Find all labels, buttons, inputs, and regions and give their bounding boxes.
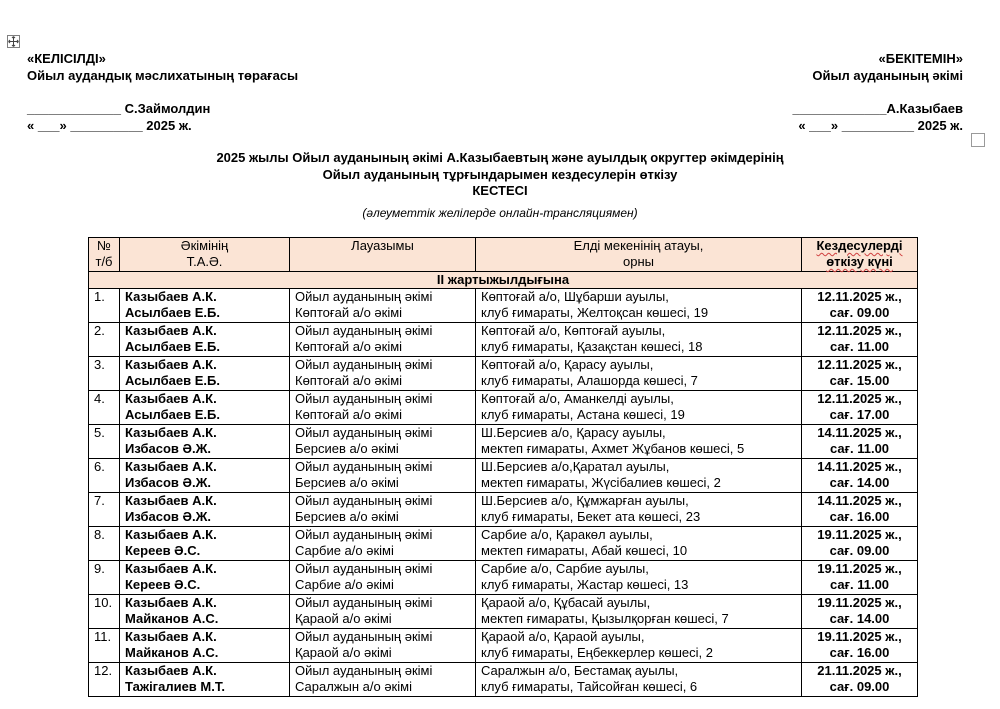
- row-akim-names-name2: Асылбаев Е.Б.: [125, 407, 220, 422]
- row-meeting-date: [802, 357, 918, 391]
- row-meeting-date-date2: сағ. 17.00: [829, 407, 890, 422]
- row-positions-pos1: Ойыл ауданының әкімі: [295, 629, 433, 644]
- table-row: [89, 289, 918, 323]
- row-positions: [290, 663, 476, 697]
- row-akim-names-name1: Казыбаев А.К.: [125, 357, 217, 372]
- row-number: [89, 629, 120, 663]
- table-row: [89, 425, 918, 459]
- row-akim-names-name2: Асылбаев Е.Б.: [125, 305, 220, 320]
- row-positions: [290, 561, 476, 595]
- row-positions: [290, 459, 476, 493]
- row-akim-names-name2: Избасов Ә.Ж.: [125, 475, 211, 490]
- row-akim-names: [120, 527, 290, 561]
- row-akim-names-name2: Избасов Ә.Ж.: [125, 509, 211, 524]
- row-positions-pos2: Берсиев а/о әкімі: [295, 509, 399, 524]
- table-row: [89, 357, 918, 391]
- left-approval-date: « ___» __________ 2025 ж.: [27, 118, 192, 133]
- row-location-place2: клуб ғимараты, Бекет ата көшесі, 23: [481, 509, 701, 524]
- row-akim-names-name1: Казыбаев А.К.: [125, 391, 217, 406]
- header-number: [89, 238, 120, 272]
- row-location-place2: клуб ғимараты, Астана көшесі, 19: [481, 407, 685, 422]
- right-approval-heading: «БЕКІТЕМІН»: [878, 51, 963, 66]
- row-positions-pos1: Ойыл ауданының әкімі: [295, 323, 433, 338]
- row-number-num: 12.: [94, 663, 113, 678]
- row-location: [476, 561, 802, 595]
- row-meeting-date-date1: 14.11.2025 ж.,: [817, 459, 902, 474]
- row-akim-names-name2: Тажігалиев М.Т.: [125, 679, 225, 694]
- row-meeting-date: [802, 459, 918, 493]
- row-akim-names-name2: Майканов А.С.: [125, 645, 219, 660]
- row-positions: [290, 629, 476, 663]
- row-positions-pos2: Саралжын а/о әкімі: [295, 679, 412, 694]
- row-number: [89, 561, 120, 595]
- row-meeting-date-date1: 12.11.2025 ж.,: [817, 357, 902, 372]
- row-location-place1: Сарбие а/о, Қаракөл ауылы,: [481, 527, 653, 542]
- table-row: [89, 391, 918, 425]
- row-akim-names-name2: Майканов А.С.: [125, 611, 219, 626]
- header-date-line2: өткізу күні: [826, 254, 893, 269]
- row-positions-pos2: Көптоғай а/о әкімі: [295, 407, 403, 422]
- row-number-num: 10.: [94, 595, 113, 610]
- row-positions: [290, 595, 476, 629]
- row-meeting-date-date2: сағ. 15.00: [829, 373, 890, 388]
- row-number-num: 4.: [94, 391, 105, 406]
- row-akim-names: [120, 663, 290, 697]
- row-number: [89, 289, 120, 323]
- row-location-place2: клуб ғимараты, Тайсойған көшесі, 6: [481, 679, 698, 694]
- row-akim-names-name1: Казыбаев А.К.: [125, 663, 217, 678]
- table-resize-handle[interactable]: [971, 133, 985, 147]
- row-positions: [290, 391, 476, 425]
- table-row: [89, 493, 918, 527]
- row-akim-names-name1: Казыбаев А.К.: [125, 493, 217, 508]
- row-location: [476, 323, 802, 357]
- row-number: [89, 595, 120, 629]
- header-date-line1: Кездесулерді: [816, 238, 903, 253]
- document-title-line3: КЕСТЕСІ: [472, 183, 528, 198]
- row-positions-pos2: Берсиев а/о әкімі: [295, 441, 399, 456]
- row-positions-pos1: Ойыл ауданының әкімі: [295, 527, 433, 542]
- row-meeting-date-date1: 21.11.2025 ж.,: [817, 663, 902, 678]
- row-meeting-date-date2: сағ. 09.00: [829, 305, 890, 320]
- right-approval-date: « ___» __________ 2025 ж.: [798, 118, 963, 133]
- row-akim-names-name2: Асылбаев Е.Б.: [125, 339, 220, 354]
- section-label: II жартыжылдығына: [89, 272, 918, 289]
- row-number: [89, 459, 120, 493]
- row-positions-pos1: Ойыл ауданының әкімі: [295, 425, 433, 440]
- row-positions-pos1: Ойыл ауданының әкімі: [295, 289, 433, 304]
- row-positions-pos2: Берсиев а/о әкімі: [295, 475, 399, 490]
- row-location: [476, 425, 802, 459]
- row-akim-names-name1: Казыбаев А.К.: [125, 527, 217, 542]
- left-approval-position: Ойыл аудандық мәслихатының төрағасы: [27, 68, 299, 83]
- row-location: [476, 629, 802, 663]
- row-positions-pos2: Сарбие а/о әкімі: [295, 577, 394, 592]
- header-place-line2: орны: [623, 254, 654, 269]
- row-number-num: 6.: [94, 459, 105, 474]
- row-positions-pos2: Көптоғай а/о әкімі: [295, 305, 403, 320]
- row-meeting-date-date1: 14.11.2025 ж.,: [817, 425, 902, 440]
- row-number: [89, 493, 120, 527]
- row-location-place2: мектеп ғимараты, Ахмет Жұбанов көшесі, 5: [481, 441, 745, 456]
- row-meeting-date-date2: сағ. 09.00: [829, 543, 890, 558]
- row-meeting-date-date1: 19.11.2025 ж.,: [817, 595, 902, 610]
- row-meeting-date: [802, 629, 918, 663]
- row-positions-pos2: Көптоғай а/о әкімі: [295, 339, 403, 354]
- row-positions-pos1: Ойыл ауданының әкімі: [295, 391, 433, 406]
- document-subtitle: (әлеуметтік желілерде онлайн-трансляциямен): [362, 206, 638, 220]
- row-location-place1: Ш.Берсиев а/о,Қаратал ауылы,: [481, 459, 670, 474]
- row-number-num: 1.: [94, 289, 105, 304]
- right-approval-signature: _____________А.Казыбаев: [792, 101, 963, 116]
- row-positions-pos1: Ойыл ауданының әкімі: [295, 357, 433, 372]
- row-location: [476, 663, 802, 697]
- header-name-line1: Әкімінің: [180, 238, 229, 253]
- row-akim-names-name1: Казыбаев А.К.: [125, 289, 217, 304]
- row-akim-names: [120, 391, 290, 425]
- row-location: [476, 357, 802, 391]
- meetings-schedule-table: [88, 237, 918, 697]
- row-location-place2: клуб ғимараты, Жастар көшесі, 13: [481, 577, 689, 592]
- table-row: [89, 527, 918, 561]
- row-positions: [290, 323, 476, 357]
- table-move-handle[interactable]: [7, 35, 20, 48]
- row-akim-names-name1: Казыбаев А.К.: [125, 561, 217, 576]
- row-meeting-date: [802, 561, 918, 595]
- row-meeting-date-date1: 14.11.2025 ж.,: [817, 493, 902, 508]
- row-location-place1: Көптоғай а/о, Аманкелді ауылы,: [481, 391, 674, 406]
- row-number: [89, 357, 120, 391]
- header-number-line2: т/б: [95, 254, 113, 269]
- row-positions: [290, 527, 476, 561]
- row-akim-names: [120, 561, 290, 595]
- row-meeting-date-date2: сағ. 14.00: [829, 475, 890, 490]
- row-number-num: 11.: [94, 629, 112, 644]
- row-meeting-date: [802, 595, 918, 629]
- row-number: [89, 391, 120, 425]
- table-row: [89, 663, 918, 697]
- row-location-place1: Көптоғай а/о, Шұбарши ауылы,: [481, 289, 669, 304]
- header-name: [120, 238, 290, 272]
- row-meeting-date-date2: сағ. 14.00: [829, 611, 890, 626]
- row-akim-names-name1: Казыбаев А.К.: [125, 425, 217, 440]
- row-akim-names-name2: Асылбаев Е.Б.: [125, 373, 220, 388]
- row-location-place1: Көптоғай а/о, Қарасу ауылы,: [481, 357, 654, 372]
- row-akim-names-name2: Кереев Ә.С.: [125, 543, 201, 558]
- row-akim-names: [120, 629, 290, 663]
- row-meeting-date-date2: сағ. 09.00: [829, 679, 890, 694]
- row-location: [476, 289, 802, 323]
- row-location-place2: клуб ғимараты, Алашорда көшесі, 7: [481, 373, 698, 388]
- row-number-num: 9.: [94, 561, 105, 576]
- row-positions-pos2: Сарбие а/о әкімі: [295, 543, 394, 558]
- left-approval-heading: «КЕЛІСІЛДІ»: [27, 51, 106, 66]
- row-meeting-date: [802, 425, 918, 459]
- table-row: [89, 595, 918, 629]
- row-location: [476, 459, 802, 493]
- row-positions: [290, 493, 476, 527]
- row-meeting-date-date2: сағ. 11.00: [829, 339, 890, 354]
- row-location-place1: Ш.Берсиев а/о, Құмжарған ауылы,: [481, 493, 689, 508]
- row-location-place1: Ш.Берсиев а/о, Қарасу ауылы,: [481, 425, 666, 440]
- row-location-place2: клуб ғимараты, Қазақстан көшесі, 18: [481, 339, 703, 354]
- header-position: [290, 238, 476, 272]
- row-location: [476, 527, 802, 561]
- row-akim-names: [120, 323, 290, 357]
- row-meeting-date: [802, 289, 918, 323]
- row-location-place2: клуб ғимараты, Еңбеккерлер көшесі, 2: [481, 645, 713, 660]
- row-number-num: 7.: [94, 493, 105, 508]
- row-meeting-date: [802, 663, 918, 697]
- row-location-place1: Көптоғай а/о, Көптоғай ауылы,: [481, 323, 666, 338]
- row-akim-names-name2: Избасов Ә.Ж.: [125, 441, 211, 456]
- row-meeting-date: [802, 391, 918, 425]
- table-row: [89, 459, 918, 493]
- row-meeting-date-date1: 12.11.2025 ж.,: [817, 323, 902, 338]
- document-title-line2: Ойыл ауданының тұрғындарымен кездесулерін өткізу: [322, 167, 678, 182]
- move-arrows-icon: [8, 36, 19, 47]
- table-row: [89, 323, 918, 357]
- header-place: [476, 238, 802, 272]
- row-meeting-date-date1: 19.11.2025 ж.,: [817, 527, 902, 542]
- table-header-row: [89, 238, 918, 272]
- row-positions-pos2: Көптоғай а/о әкімі: [295, 373, 403, 388]
- row-akim-names: [120, 493, 290, 527]
- row-akim-names-name1: Казыбаев А.К.: [125, 595, 217, 610]
- row-meeting-date: [802, 493, 918, 527]
- row-number: [89, 323, 120, 357]
- row-meeting-date-date1: 12.11.2025 ж.,: [817, 391, 902, 406]
- row-positions-pos2: Қараой а/о әкімі: [295, 645, 392, 660]
- row-meeting-date: [802, 527, 918, 561]
- header-name-line2: Т.А.Ә.: [186, 254, 223, 269]
- row-location: [476, 493, 802, 527]
- row-meeting-date-date2: сағ. 11.00: [829, 577, 890, 592]
- row-meeting-date-date1: 19.11.2025 ж.,: [817, 561, 902, 576]
- row-positions-pos1: Ойыл ауданының әкімі: [295, 493, 433, 508]
- right-approval-position: Ойыл ауданының әкімі: [812, 68, 963, 83]
- row-positions-pos1: Ойыл ауданының әкімі: [295, 459, 433, 474]
- table-row: [89, 561, 918, 595]
- row-location: [476, 391, 802, 425]
- row-number-num: 2.: [94, 323, 105, 338]
- row-number-num: 8.: [94, 527, 105, 542]
- header-number-line1: №: [97, 238, 111, 253]
- left-approval-signature: _____________ С.Займолдин: [27, 101, 211, 116]
- header-position-label: Лауазымы: [351, 238, 414, 253]
- row-meeting-date-date1: 19.11.2025 ж.,: [817, 629, 902, 644]
- row-meeting-date-date2: сағ. 11.00: [829, 441, 890, 456]
- row-positions: [290, 425, 476, 459]
- row-akim-names: [120, 595, 290, 629]
- row-location-place1: Қараой а/о, Құбасай ауылы,: [481, 595, 651, 610]
- section-row: [89, 272, 918, 289]
- row-number: [89, 425, 120, 459]
- row-location-place1: Саралжын а/о, Бестамақ ауылы,: [481, 663, 679, 678]
- row-meeting-date-date2: сағ. 16.00: [829, 645, 890, 660]
- row-meeting-date: [802, 323, 918, 357]
- row-positions-pos1: Ойыл ауданының әкімі: [295, 663, 433, 678]
- row-positions-pos1: Ойыл ауданының әкімі: [295, 595, 433, 610]
- table-row: [89, 629, 918, 663]
- row-akim-names-name1: Казыбаев А.К.: [125, 459, 217, 474]
- row-location-place2: клуб ғимараты, Желтоқсан көшесі, 19: [481, 305, 709, 320]
- row-positions-pos1: Ойыл ауданының әкімі: [295, 561, 433, 576]
- row-akim-names-name2: Кереев Ә.С.: [125, 577, 201, 592]
- row-positions: [290, 289, 476, 323]
- row-akim-names: [120, 425, 290, 459]
- header-place-line1: Елді мекенінің атауы,: [573, 238, 704, 253]
- row-meeting-date-date1: 12.11.2025 ж.,: [817, 289, 902, 304]
- row-number-num: 5.: [94, 425, 105, 440]
- row-location: [476, 595, 802, 629]
- header-date: [802, 238, 918, 272]
- row-location-place2: мектеп ғимараты, Жүсібалиев көшесі, 2: [481, 475, 721, 490]
- row-positions: [290, 357, 476, 391]
- row-number: [89, 663, 120, 697]
- row-akim-names-name1: Казыбаев А.К.: [125, 323, 217, 338]
- document-title-line1: 2025 жылы Ойыл ауданының әкімі А.Казыбаевтың және ауылдық округтер әкімдерінің: [216, 150, 784, 165]
- row-akim-names: [120, 459, 290, 493]
- row-akim-names-name1: Казыбаев А.К.: [125, 629, 217, 644]
- row-number: [89, 527, 120, 561]
- row-location-place1: Қараой а/о, Қараой ауылы,: [481, 629, 645, 644]
- row-positions-pos2: Қараой а/о әкімі: [295, 611, 392, 626]
- row-location-place2: мектеп ғимараты, Қызылқорған көшесі, 7: [481, 611, 729, 626]
- row-akim-names: [120, 289, 290, 323]
- row-location-place1: Сарбие а/о, Сарбие ауылы,: [481, 561, 649, 576]
- row-number-num: 3.: [94, 357, 105, 372]
- row-meeting-date-date2: сағ. 16.00: [829, 509, 890, 524]
- row-location-place2: мектеп ғимараты, Абай көшесі, 10: [481, 543, 688, 558]
- row-akim-names: [120, 357, 290, 391]
